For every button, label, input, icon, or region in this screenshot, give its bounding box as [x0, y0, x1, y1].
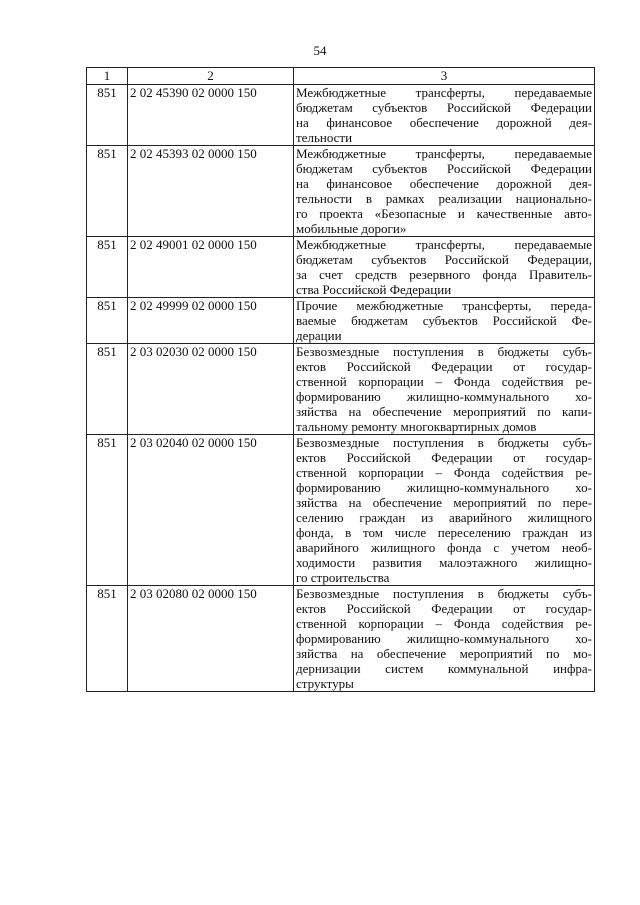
revenue-description-cell [294, 298, 595, 344]
budget-classification-code-cell: 2 02 49999 02 0000 150 [128, 298, 294, 344]
budget-classification-code-cell: 2 02 45390 02 0000 150 [128, 85, 294, 146]
admin-code-cell: 851 [87, 298, 128, 344]
budget-classification-code-cell: 2 03 02040 02 0000 150 [128, 435, 294, 586]
description-line: го строительства [296, 570, 390, 585]
description-line: на финансовое обеспечение дорожной дея- [296, 176, 592, 191]
table-row [87, 146, 595, 237]
admin-code-cell: 851 [87, 237, 128, 298]
description-line: формированию жилищно-коммунального хо- [296, 480, 592, 495]
description-line: зяйства на обеспечение мероприятий по мо- [296, 646, 592, 661]
table-row [87, 85, 595, 146]
budget-classification-code-cell: 2 02 49001 02 0000 150 [128, 237, 294, 298]
description-line: ства Российской Федерации [296, 282, 452, 297]
description-line: Безвозмездные поступления в бюджеты субъ- [296, 435, 592, 450]
description-line: Межбюджетные трансферты, передаваемые [296, 146, 592, 161]
description-line: ственной корпорации – Фонда содействия ре- [296, 616, 592, 631]
description-line: ходимости развития малоэтажного жилищно- [296, 555, 592, 570]
column-header-2: 2 [128, 68, 294, 85]
description-line: ектов Российской Федерации от государ- [296, 450, 592, 465]
description-line: Безвозмездные поступления в бюджеты субъ- [296, 586, 592, 601]
description-line: ектов Российской Федерации от государ- [296, 359, 592, 374]
revenue-description-cell [294, 85, 595, 146]
revenue-description-cell [294, 344, 595, 435]
description-line: Межбюджетные трансферты, передаваемые [296, 237, 592, 252]
table-row [87, 586, 595, 692]
table-row [87, 344, 595, 435]
description-line: фонда, в том числе переселению граждан из [296, 525, 592, 540]
admin-code-cell: 851 [87, 435, 128, 586]
table-row [87, 237, 595, 298]
description-line: го проекта «Безопасные и качественные авто- [296, 206, 592, 221]
description-line: селению граждан из аварийного жилищного [296, 510, 592, 525]
description-line: бюджетам субъектов Российской Федерации, [296, 252, 592, 267]
description-line: ственной корпорации – Фонда содействия ре- [296, 374, 592, 389]
table-body [87, 85, 595, 692]
description-line: за счет средств резервного фонда Правитель- [296, 267, 592, 282]
description-line: на финансовое обеспечение дорожной дея- [296, 115, 592, 130]
table-header-row [87, 68, 595, 85]
description-line: Безвозмездные поступления в бюджеты субъ- [296, 344, 592, 359]
admin-code-cell: 851 [87, 344, 128, 435]
description-line: ектов Российской Федерации от государ- [296, 601, 592, 616]
description-line: ваемые бюджетам субъектов Российской Фе- [296, 313, 592, 328]
description-line: дернизации систем коммунальной инфра- [296, 661, 592, 676]
budget-codes-table [86, 67, 595, 692]
description-line: формированию жилищно-коммунального хо- [296, 389, 592, 404]
description-line: структуры [296, 676, 354, 691]
description-line: Межбюджетные трансферты, передаваемые [296, 85, 592, 100]
description-line: тельности [296, 130, 353, 145]
table-row [87, 298, 595, 344]
admin-code-cell: 851 [87, 85, 128, 146]
description-line: формированию жилищно-коммунального хо- [296, 631, 592, 646]
description-line: тальному ремонту многоквартирных домов [296, 419, 537, 434]
budget-classification-code-cell: 2 02 45393 02 0000 150 [128, 146, 294, 237]
description-line: бюджетам субъектов Российской Федерации [296, 161, 592, 176]
admin-code-cell: 851 [87, 586, 128, 692]
revenue-description-cell [294, 435, 595, 586]
budget-classification-code-cell: 2 03 02080 02 0000 150 [128, 586, 294, 692]
description-line: ственной корпорации – Фонда содействия ре- [296, 465, 592, 480]
description-line: мобильные дороги» [296, 221, 407, 236]
column-header-3: 3 [294, 68, 595, 85]
description-line: аварийного жилищного фонда с учетом необ- [296, 540, 592, 555]
revenue-description-cell [294, 586, 595, 692]
description-line: тельности в рамках реализации национально- [296, 191, 592, 206]
description-line: Прочие межбюджетные трансферты, переда- [296, 298, 592, 313]
budget-classification-code-cell: 2 03 02030 02 0000 150 [128, 344, 294, 435]
table-row [87, 435, 595, 586]
column-header-1: 1 [87, 68, 128, 85]
description-line: зяйства на обеспечение мероприятий по пере- [296, 495, 592, 510]
description-line: зяйства на обеспечение мероприятий по капи- [296, 404, 592, 419]
page-number: 54 [313, 43, 327, 58]
admin-code-cell: 851 [87, 146, 128, 237]
description-line: бюджетам субъектов Российской Федерации [296, 100, 592, 115]
revenue-description-cell [294, 237, 595, 298]
description-line: дерации [296, 328, 342, 343]
revenue-description-cell [294, 146, 595, 237]
